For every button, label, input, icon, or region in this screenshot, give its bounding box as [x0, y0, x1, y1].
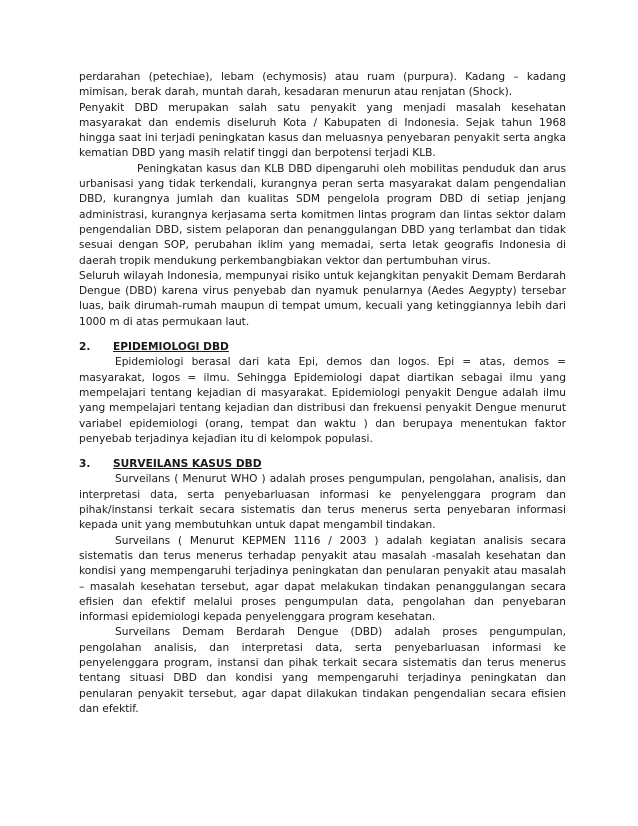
section-3-paragraph-3: Surveilans Demam Berdarah Dengue (DBD) adalah proses pengumpulan, pengolahan analisis, dan interpretasi data, serta penyebarluasan informasi ke penyelenggara program, instansi dan pihak terkait secara sistematis dan terus menerus tentang situasi DBD dan kondisi yang mempengaruhi terjadinya peningkatan dan penularan penyakit tersebut, agar dapat dilakukan tindakan pengendalian secara efisien dan efektif. — [79, 626, 566, 715]
section-2-paragraph: Epidemiologi berasal dari kata Epi, demos dan logos. Epi = atas, demos = masyarakat, logos = ilmu. Sehingga Epidemiologi dapat diartikan sebagai ilmu yang mempelajari tentang kejadian di masyarakat. Epidemiologi penyakit Dengue adalah ilmu yang mempelajari tentang kejadian dan distribusi dan frekuensi penyakit Dengue menurut variabel epidemiologi (orang, tempat dan waktu ) dan berupaya menentukan faktor penyebab terjadinya kejadian itu di kelompok populasi. — [79, 356, 566, 445]
spacer — [79, 447, 566, 457]
section-3-paragraph-2: Surveilans ( Menurut KEPMEN 1116 / 2003 ) adalah kegiatan analisis secara sistematis dan terus menerus terhadap penyakit atau masalah -masalah kesehatan dan kondisi yang mempengaruhi terjadinya peningkatan dan penularan penyakit atau masalah – masalah kesehatan tersebut, agar dapat melakukan tindakan penanggulangan secara efisien dan efektif melalui proses pengumpulan data, pengolahan dan penyebaran informasi epidemiologi kepada penyelenggara program kesehatan. — [79, 534, 566, 624]
intro-paragraph-4: Seluruh wilayah Indonesia, mempunyai risiko untuk kejangkitan penyakit Demam Berdarah Dengue (DBD) karena virus penyebab dan nyamuk penularnya (Aedes Aegypty) tersebar luas, baik dirumah-rumah maupun di tempat umum, kecuali yang ketinggiannya lebih dari 1000 m di atas permukaan laut. — [79, 269, 566, 328]
section-2-number: 2. — [79, 341, 91, 354]
section-3-title: SURVEILANS KASUS DBD — [113, 458, 262, 471]
intro-paragraph-3: Peningkatan kasus dan KLB DBD dipengaruhi oleh mobilitas penduduk dan arus urbanisasi yang tidak terkendali, kurangnya peran serta masyarakat dalam pengendalian DBD, kurangnya jumlah dan kualitas SDM pengelola program DBD di setiap jenjang administrasi, kurangnya kerjasama serta komitmen lintas program dan lintas sektor dalam pengendalian DBD, sistem pelaporan dan penanggulangan DBD yang terlambat dan tidak sesuai dengan SOP, perubahan iklim yang memadai, serta letak geografis Indonesia di daerah tropik mendukung perkembangbiakan vektor dan pertumbuhan virus. — [79, 162, 566, 267]
spacer — [79, 330, 566, 340]
intro-paragraph-1: perdarahan (petechiae), lebam (echymosis) atau ruam (purpura). Kadang – kadang mimisan, berak darah, muntah darah, kesadaran menurun atau renjatan (Shock). — [79, 71, 566, 99]
section-2-title: EPIDEMIOLOGI DBD — [113, 341, 229, 354]
section-3-number: 3. — [79, 458, 91, 471]
section-3-heading — [79, 457, 566, 472]
document-page — [79, 70, 566, 717]
intro-paragraph-2: Penyakit DBD merupakan salah satu penyakit yang menjadi masalah kesehatan masyarakat dan endemis diseluruh Kota / Kabupaten di Indonesia. Sejak tahun 1968 hingga saat ini terjadi peningkatan kasus dan meluasnya penyebaran penyakit serta angka kematian DBD yang masih relatif tinggi dan berpotensi terjadi KLB. — [79, 101, 566, 160]
section-3-paragraph-1: Surveilans ( Menurut WHO ) adalah proses pengumpulan, pengolahan, analisis, dan interpretasi data, serta penyebarluasan informasi ke penyelenggara program dan pihak/instansi terkait secara sistematis dan terus menerus serta penyebaran informasi kepada unit yang membutuhkan untuk dapat mengambil tindakan. — [79, 473, 566, 532]
section-2-heading — [79, 340, 566, 355]
